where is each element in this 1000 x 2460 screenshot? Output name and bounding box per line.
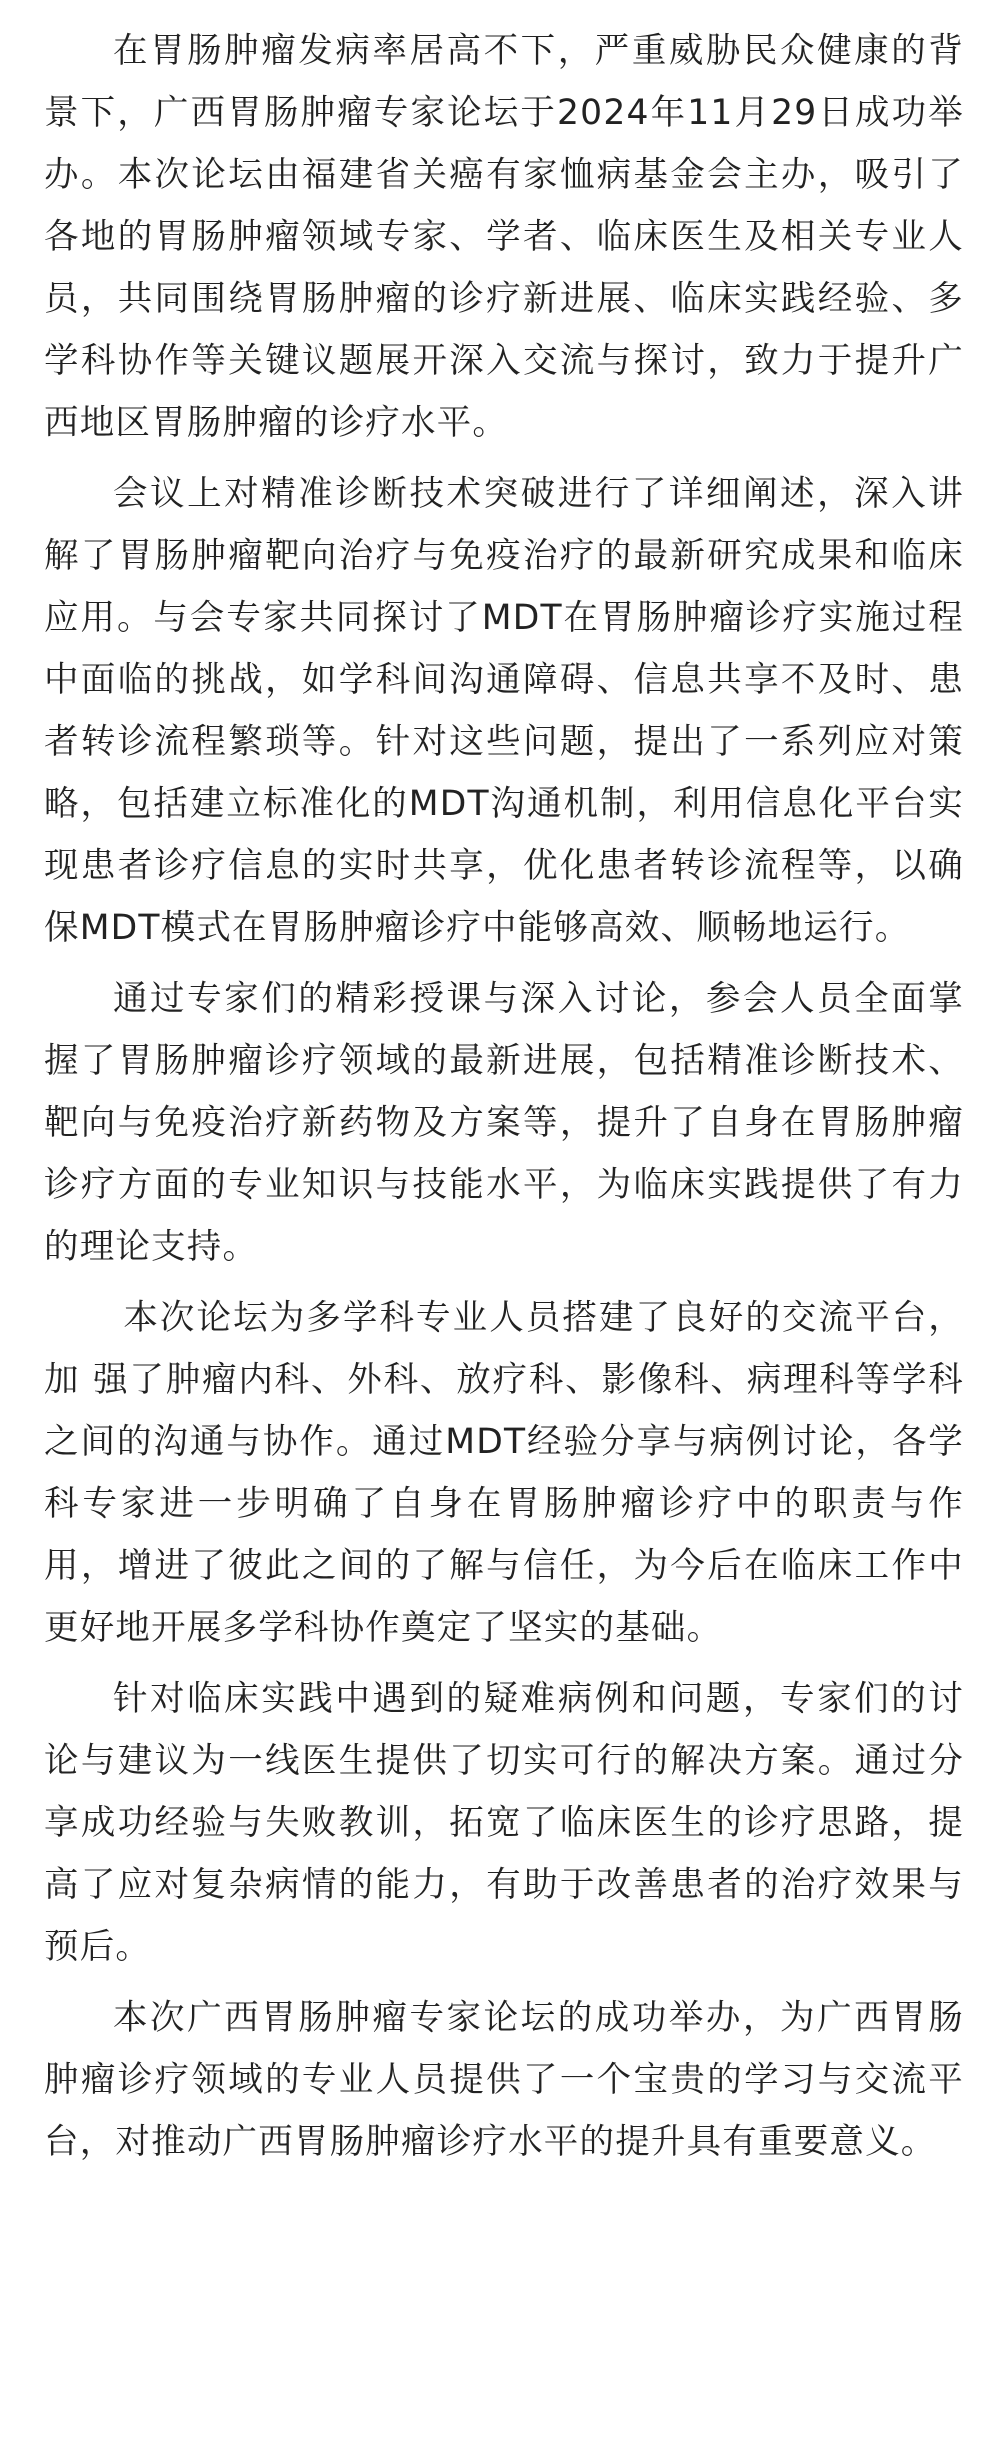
paragraph-conclusion: 本次广西胃肠肿瘤专家论坛的成功举办，为广西胃肠肿瘤诊疗领域的专业人员提供了一个宝贵的学习与交流平台，对推动广西胃肠肿瘤诊疗水平的提升具有重要意义。 [44, 1998, 964, 2162]
paragraph-clinical-solutions: 针对临床实践中遇到的疑难病例和问题，专家们的讨论与建议为一线医生提供了切实可行的解决方案。通过分享成功经验与失败教训，拓宽了临床医生的诊疗思路，提高了应对复杂病情的能力，有助于改善患者的治疗效果与预后。 [44, 1679, 964, 1967]
paragraph-learning-outcomes: 通过专家们的精彩授课与深入讨论，参会人员全面掌握了胃肠肿瘤诊疗领域的最新进展，包括精准诊断技术、靶向与免疫治疗新药物及方案等，提升了自身在胃肠肿瘤诊疗方面的专业知识与技能水平，为临床实践提供了有力的理论支持。 [44, 979, 964, 1267]
paragraph-collaboration-platform: 本次论坛为多学科专业人员搭建了良好的交流平台，加 强了肿瘤内科、外科、放疗科、影像科、病理科等学科之间的沟通与协作。通过MDT经验分享与病例讨论，各学科专家进一步明确了自身在胃肠肿瘤诊疗中的职责与作用，增进了彼此之间的了解与信任，为今后在临床工作中更好地开展多学科协作奠定了坚实的基础。 [44, 1298, 964, 1648]
paragraph-mdt-discussion: 会议上对精准诊断技术突破进行了详细阐述，深入讲解了胃肠肿瘤靶向治疗与免疫治疗的最新研究成果和临床应用。与会专家共同探讨了MDT在胃肠肿瘤诊疗实施过程中面临的挑战，如学科间沟通障碍、信息共享不及时、患者转诊流程繁琐等。针对这些问题，提出了一系列应对策略，包括建立标准化的MDT沟通机制，利用信息化平台实现患者诊疗信息的实时共享，优化患者转诊流程等，以确保MDT模式在胃肠肿瘤诊疗中能够高效、顺畅地运行。 [44, 474, 964, 948]
article-body [44, 20, 964, 2182]
paragraph-forum-intro: 在胃肠肿瘤发病率居高不下，严重威胁民众健康的背景下，广西胃肠肿瘤专家论坛于2024年11月29日成功举办。本次论坛由福建省关癌有家恤病基金会主办，吸引了各地的胃肠肿瘤领域专家、学者、临床医生及相关专业人员，共同围绕胃肠肿瘤的诊疗新进展、临床实践经验、多学科协作等关键议题展开深入交流与探讨，致力于提升广西地区胃肠肿瘤的诊疗水平。 [44, 31, 964, 443]
